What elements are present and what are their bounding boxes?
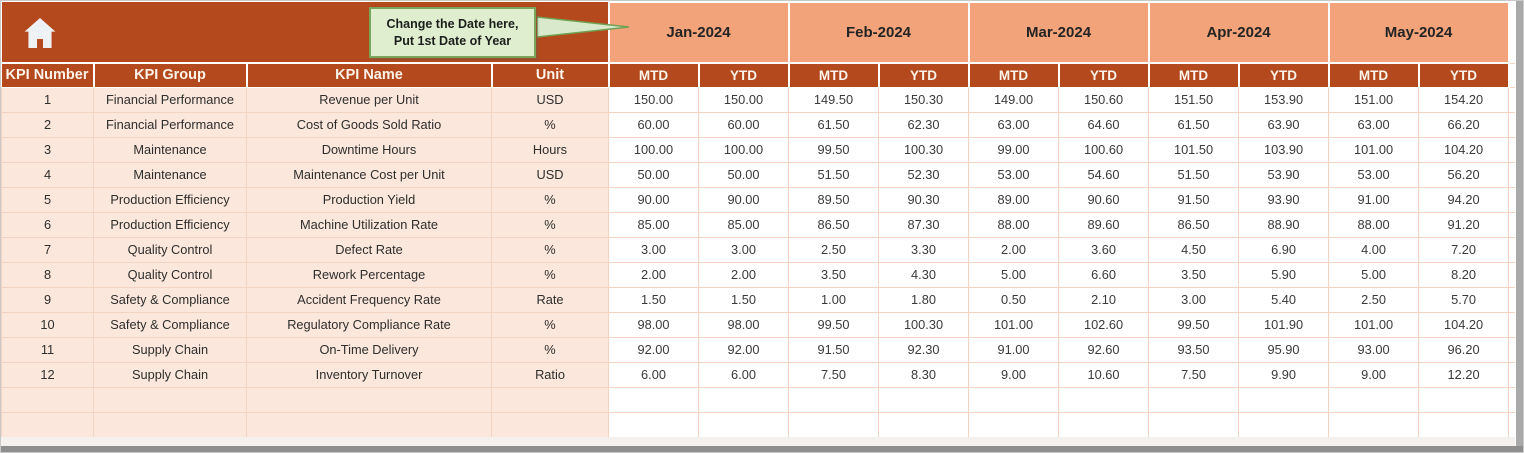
empty-cell[interactable] (699, 412, 789, 437)
cell-value[interactable]: 100.30 (879, 137, 969, 162)
cell-value[interactable]: 66.20 (1419, 112, 1509, 137)
cell-value[interactable]: 60.00 (699, 112, 789, 137)
cell-unit[interactable]: Rate (492, 287, 609, 312)
cell-value[interactable]: 53.90 (1239, 162, 1329, 187)
cell-value[interactable]: 100.00 (699, 137, 789, 162)
cell-kpi-name[interactable]: Machine Utilization Rate (247, 212, 492, 237)
cell-value[interactable]: 3.60 (1059, 237, 1149, 262)
cell-kpi-name[interactable]: Cost of Goods Sold Ratio (247, 112, 492, 137)
period-header-cell[interactable]: MTD (1329, 63, 1419, 87)
cell-value[interactable]: 86.50 (789, 212, 879, 237)
period-header-cell[interactable]: YTD (879, 63, 969, 87)
cell-unit[interactable]: % (492, 337, 609, 362)
cell-value[interactable]: 2.50 (1329, 287, 1419, 312)
cell-value[interactable]: 91.00 (1329, 187, 1419, 212)
cell-value[interactable]: 6.00 (699, 362, 789, 387)
empty-cell[interactable] (247, 412, 492, 437)
table-row (2, 287, 1518, 312)
table-row (2, 112, 1518, 137)
cell-kpi-group[interactable]: Safety & Compliance (94, 312, 247, 337)
column-header-cell[interactable]: Unit (492, 63, 609, 87)
cell-kpi-number[interactable]: 4 (2, 162, 94, 187)
cell-unit[interactable]: % (492, 312, 609, 337)
cell-value[interactable]: 99.50 (789, 312, 879, 337)
cell-kpi-group[interactable]: Maintenance (94, 137, 247, 162)
cell-kpi-number[interactable]: 11 (2, 337, 94, 362)
cell-kpi-name[interactable]: Accident Frequency Rate (247, 287, 492, 312)
cell-value[interactable]: 3.00 (1149, 287, 1239, 312)
empty-cell[interactable] (2, 387, 94, 412)
cell-value[interactable]: 7.50 (1149, 362, 1239, 387)
cell-value[interactable]: 3.30 (879, 237, 969, 262)
cell-value[interactable]: 2.10 (1059, 287, 1149, 312)
cell-value[interactable]: 50.00 (609, 162, 699, 187)
cell-value[interactable]: 53.00 (969, 162, 1059, 187)
empty-cell[interactable] (492, 387, 609, 412)
cell-value[interactable]: 1.50 (699, 287, 789, 312)
cell-value[interactable]: 100.00 (609, 137, 699, 162)
cell-kpi-number[interactable]: 2 (2, 112, 94, 137)
empty-cell[interactable] (2, 412, 94, 437)
cell-kpi-number[interactable]: 12 (2, 362, 94, 387)
period-header-cell[interactable]: MTD (609, 63, 699, 87)
cell-kpi-group[interactable]: Quality Control (94, 237, 247, 262)
cell-value[interactable]: 91.50 (789, 337, 879, 362)
cell-value[interactable]: 6.00 (609, 362, 699, 387)
cell-value[interactable]: 91.50 (1149, 187, 1239, 212)
cell-value[interactable]: 85.00 (609, 212, 699, 237)
cell-value[interactable]: 3.00 (699, 237, 789, 262)
cell-value[interactable]: 151.50 (1149, 87, 1239, 112)
cell-value[interactable]: 5.00 (969, 262, 1059, 287)
cell-value[interactable]: 52.30 (879, 162, 969, 187)
cell-value[interactable]: 6.90 (1239, 237, 1329, 262)
empty-cell[interactable] (1059, 412, 1149, 437)
cell-value[interactable]: 102.60 (1059, 312, 1149, 337)
cell-value[interactable]: 104.20 (1419, 137, 1509, 162)
cell-value[interactable]: 2.00 (969, 237, 1059, 262)
empty-cell[interactable] (1419, 412, 1509, 437)
cell-value[interactable]: 86.50 (1149, 212, 1239, 237)
period-header-cell[interactable]: YTD (699, 63, 789, 87)
cell-value[interactable]: 5.00 (1329, 262, 1419, 287)
month-header-cell[interactable]: Mar-2024 (969, 2, 1149, 63)
cell-value[interactable]: 3.00 (609, 237, 699, 262)
cell-kpi-number[interactable]: 3 (2, 137, 94, 162)
cell-value[interactable]: 50.00 (699, 162, 789, 187)
empty-cell[interactable] (1329, 387, 1419, 412)
cell-kpi-name[interactable]: Downtime Hours (247, 137, 492, 162)
cell-value[interactable]: 5.90 (1239, 262, 1329, 287)
cell-value[interactable]: 8.30 (879, 362, 969, 387)
cell-unit[interactable]: Hours (492, 137, 609, 162)
callout-line-2: Put 1st Date of Year (393, 33, 512, 48)
cell-value[interactable]: 103.90 (1239, 137, 1329, 162)
cell-value[interactable]: 54.60 (1059, 162, 1149, 187)
cell-value[interactable]: 90.00 (609, 187, 699, 212)
cell-value[interactable]: 88.90 (1239, 212, 1329, 237)
cell-value[interactable]: 5.70 (1419, 287, 1509, 312)
empty-cell[interactable] (94, 387, 247, 412)
cell-value[interactable]: 2.00 (609, 262, 699, 287)
cell-kpi-name[interactable]: Production Yield (247, 187, 492, 212)
empty-cell[interactable] (609, 412, 699, 437)
cell-value[interactable]: 151.00 (1329, 87, 1419, 112)
cell-unit[interactable]: % (492, 262, 609, 287)
cell-value[interactable]: 85.00 (699, 212, 789, 237)
cell-value[interactable]: 150.00 (609, 87, 699, 112)
empty-cell[interactable] (1419, 387, 1509, 412)
cell-value[interactable]: 100.60 (1059, 137, 1149, 162)
cell-kpi-group[interactable]: Production Efficiency (94, 187, 247, 212)
cell-value[interactable]: 12.20 (1419, 362, 1509, 387)
home-icon[interactable] (16, 10, 64, 56)
cell-value[interactable]: 149.50 (789, 87, 879, 112)
cell-unit[interactable]: Ratio (492, 362, 609, 387)
period-header-cell[interactable]: YTD (1239, 63, 1329, 87)
cell-kpi-number[interactable]: 9 (2, 287, 94, 312)
table-row (2, 187, 1518, 212)
empty-cell[interactable] (609, 387, 699, 412)
period-header-cell[interactable]: YTD (1059, 63, 1149, 87)
cell-value[interactable]: 104.20 (1419, 312, 1509, 337)
cell-value[interactable]: 4.00 (1329, 237, 1419, 262)
cell-value[interactable]: 98.00 (699, 312, 789, 337)
cell-value[interactable]: 89.00 (969, 187, 1059, 212)
cell-value[interactable]: 53.00 (1329, 162, 1419, 187)
table-row (2, 237, 1518, 262)
period-header-cell[interactable]: MTD (969, 63, 1059, 87)
cell-value[interactable]: 153.90 (1239, 87, 1329, 112)
table-row (2, 337, 1518, 362)
cell-value[interactable]: 51.50 (1149, 162, 1239, 187)
date-callout-shape[interactable] (369, 7, 536, 58)
table-row (2, 137, 1518, 162)
cell-value[interactable]: 87.30 (879, 212, 969, 237)
table-row (2, 212, 1518, 237)
cell-value[interactable]: 101.00 (1329, 312, 1419, 337)
empty-cell[interactable] (1149, 412, 1239, 437)
month-header-cell[interactable]: Feb-2024 (789, 2, 969, 63)
cell-value[interactable]: 9.00 (1329, 362, 1419, 387)
empty-cell[interactable] (789, 412, 879, 437)
cell-value[interactable]: 5.40 (1239, 287, 1329, 312)
table-row (2, 312, 1518, 337)
cell-kpi-name[interactable]: On-Time Delivery (247, 337, 492, 362)
month-header-cell[interactable]: Jan-2024 (609, 2, 789, 63)
cell-value[interactable]: 88.00 (969, 212, 1059, 237)
cell-kpi-number[interactable]: 7 (2, 237, 94, 262)
vertical-scrollbar[interactable] (1515, 1, 1523, 453)
empty-table-row (2, 387, 1518, 412)
cell-kpi-name[interactable]: Defect Rate (247, 237, 492, 262)
cell-value[interactable]: 92.00 (609, 337, 699, 362)
callout-pointer-icon (537, 13, 629, 41)
cell-value[interactable]: 150.30 (879, 87, 969, 112)
cell-value[interactable]: 2.50 (789, 237, 879, 262)
cell-value[interactable]: 63.00 (969, 112, 1059, 137)
cell-kpi-name[interactable]: Maintenance Cost per Unit (247, 162, 492, 187)
cell-value[interactable]: 3.50 (1149, 262, 1239, 287)
cell-kpi-number[interactable]: 8 (2, 262, 94, 287)
cell-value[interactable]: 0.50 (969, 287, 1059, 312)
cell-value[interactable]: 90.60 (1059, 187, 1149, 212)
cell-value[interactable]: 91.00 (969, 337, 1059, 362)
cell-value[interactable]: 92.60 (1059, 337, 1149, 362)
window-bottom-edge (1, 446, 1523, 452)
cell-unit[interactable]: USD (492, 162, 609, 187)
cell-value[interactable]: 89.50 (789, 187, 879, 212)
cell-kpi-group[interactable]: Financial Performance (94, 112, 247, 137)
cell-kpi-name[interactable]: Rework Percentage (247, 262, 492, 287)
cell-kpi-group[interactable]: Financial Performance (94, 87, 247, 112)
cell-value[interactable]: 62.30 (879, 112, 969, 137)
cell-value[interactable]: 90.00 (699, 187, 789, 212)
cell-kpi-group[interactable]: Production Efficiency (94, 212, 247, 237)
period-header-cell[interactable]: MTD (1149, 63, 1239, 87)
empty-cell[interactable] (699, 387, 789, 412)
cell-kpi-name[interactable]: Regulatory Compliance Rate (247, 312, 492, 337)
cell-value[interactable]: 9.90 (1239, 362, 1329, 387)
period-header-cell[interactable]: MTD (789, 63, 879, 87)
cell-value[interactable]: 150.00 (699, 87, 789, 112)
empty-cell[interactable] (969, 412, 1059, 437)
cell-value[interactable]: 92.30 (879, 337, 969, 362)
empty-cell[interactable] (789, 387, 879, 412)
cell-value[interactable]: 9.00 (969, 362, 1059, 387)
column-header-cell[interactable]: KPI Number (2, 63, 94, 87)
cell-kpi-group[interactable]: Quality Control (94, 262, 247, 287)
cell-value[interactable]: 96.20 (1419, 337, 1509, 362)
cell-value[interactable]: 7.20 (1419, 237, 1509, 262)
cell-kpi-number[interactable]: 1 (2, 87, 94, 112)
cell-value[interactable]: 1.80 (879, 287, 969, 312)
cell-value[interactable]: 56.20 (1419, 162, 1509, 187)
cell-kpi-group[interactable]: Supply Chain (94, 362, 247, 387)
cell-value[interactable]: 91.20 (1419, 212, 1509, 237)
empty-cell[interactable] (1059, 387, 1149, 412)
column-header-cell[interactable]: KPI Group (94, 63, 247, 87)
cell-value[interactable]: 99.00 (969, 137, 1059, 162)
cell-value[interactable]: 98.00 (609, 312, 699, 337)
cell-kpi-group[interactable]: Supply Chain (94, 337, 247, 362)
cell-value[interactable]: 94.20 (1419, 187, 1509, 212)
cell-value[interactable]: 99.50 (789, 137, 879, 162)
cell-value[interactable]: 4.30 (879, 262, 969, 287)
month-header-row (2, 2, 1518, 63)
cell-kpi-number[interactable]: 6 (2, 212, 94, 237)
cell-value[interactable]: 89.60 (1059, 212, 1149, 237)
cell-value[interactable]: 100.30 (879, 312, 969, 337)
cell-unit[interactable]: % (492, 237, 609, 262)
month-header-cell[interactable]: May-2024 (1329, 2, 1509, 63)
cell-kpi-group[interactable]: Maintenance (94, 162, 247, 187)
column-header-cell[interactable]: KPI Name (247, 63, 492, 87)
empty-cell[interactable] (1239, 412, 1329, 437)
month-header-cell[interactable]: Apr-2024 (1149, 2, 1329, 63)
cell-unit[interactable]: % (492, 112, 609, 137)
table-row (2, 87, 1518, 112)
cell-value[interactable]: 63.90 (1239, 112, 1329, 137)
cell-value[interactable]: 2.00 (699, 262, 789, 287)
empty-cell[interactable] (94, 412, 247, 437)
empty-cell[interactable] (247, 387, 492, 412)
cell-kpi-group[interactable]: Safety & Compliance (94, 287, 247, 312)
horizontal-scrollbar-track[interactable] (1, 437, 1523, 446)
data-rows (2, 87, 1518, 437)
period-header-cell[interactable]: YTD (1419, 63, 1509, 87)
cell-value[interactable]: 101.90 (1239, 312, 1329, 337)
empty-cell[interactable] (1239, 387, 1329, 412)
cell-value[interactable]: 149.00 (969, 87, 1059, 112)
empty-cell[interactable] (969, 387, 1059, 412)
empty-cell[interactable] (1329, 412, 1419, 437)
cell-unit[interactable]: % (492, 187, 609, 212)
cell-value[interactable]: 88.00 (1329, 212, 1419, 237)
cell-kpi-number[interactable]: 10 (2, 312, 94, 337)
cell-value[interactable]: 93.90 (1239, 187, 1329, 212)
cell-value[interactable]: 4.50 (1149, 237, 1239, 262)
table-row (2, 262, 1518, 287)
cell-kpi-name[interactable]: Revenue per Unit (247, 87, 492, 112)
cell-kpi-number[interactable]: 5 (2, 187, 94, 212)
cell-value[interactable]: 61.50 (789, 112, 879, 137)
cell-value[interactable]: 1.00 (789, 287, 879, 312)
cell-value[interactable]: 99.50 (1149, 312, 1239, 337)
cell-value[interactable]: 90.30 (879, 187, 969, 212)
cell-value[interactable]: 95.90 (1239, 337, 1329, 362)
cell-value[interactable]: 7.50 (789, 362, 879, 387)
cell-value[interactable]: 51.50 (789, 162, 879, 187)
kpi-spreadsheet (1, 1, 1518, 438)
cell-value[interactable]: 92.00 (699, 337, 789, 362)
cell-value[interactable]: 60.00 (609, 112, 699, 137)
table-row (2, 162, 1518, 187)
empty-cell[interactable] (879, 387, 969, 412)
empty-cell[interactable] (879, 412, 969, 437)
cell-value[interactable]: 6.60 (1059, 262, 1149, 287)
cell-value[interactable]: 101.50 (1149, 137, 1239, 162)
empty-table-row (2, 412, 1518, 437)
cell-value[interactable]: 93.00 (1329, 337, 1419, 362)
cell-value[interactable]: 63.00 (1329, 112, 1419, 137)
empty-cell[interactable] (492, 412, 609, 437)
callout-line-1: Change the Date here, (386, 16, 519, 31)
column-header-row (2, 63, 1518, 87)
cell-value[interactable]: 1.50 (609, 287, 699, 312)
cell-value[interactable]: 8.20 (1419, 262, 1509, 287)
cell-value[interactable]: 3.50 (789, 262, 879, 287)
cell-value[interactable]: 101.00 (969, 312, 1059, 337)
cell-value[interactable]: 154.20 (1419, 87, 1509, 112)
cell-kpi-name[interactable]: Inventory Turnover (247, 362, 492, 387)
cell-value[interactable]: 101.00 (1329, 137, 1419, 162)
cell-unit[interactable]: USD (492, 87, 609, 112)
cell-value[interactable]: 150.60 (1059, 87, 1149, 112)
cell-value[interactable]: 93.50 (1149, 337, 1239, 362)
table-row (2, 362, 1518, 387)
cell-value[interactable]: 10.60 (1059, 362, 1149, 387)
cell-unit[interactable]: % (492, 212, 609, 237)
cell-value[interactable]: 61.50 (1149, 112, 1239, 137)
empty-cell[interactable] (1149, 387, 1239, 412)
cell-value[interactable]: 64.60 (1059, 112, 1149, 137)
